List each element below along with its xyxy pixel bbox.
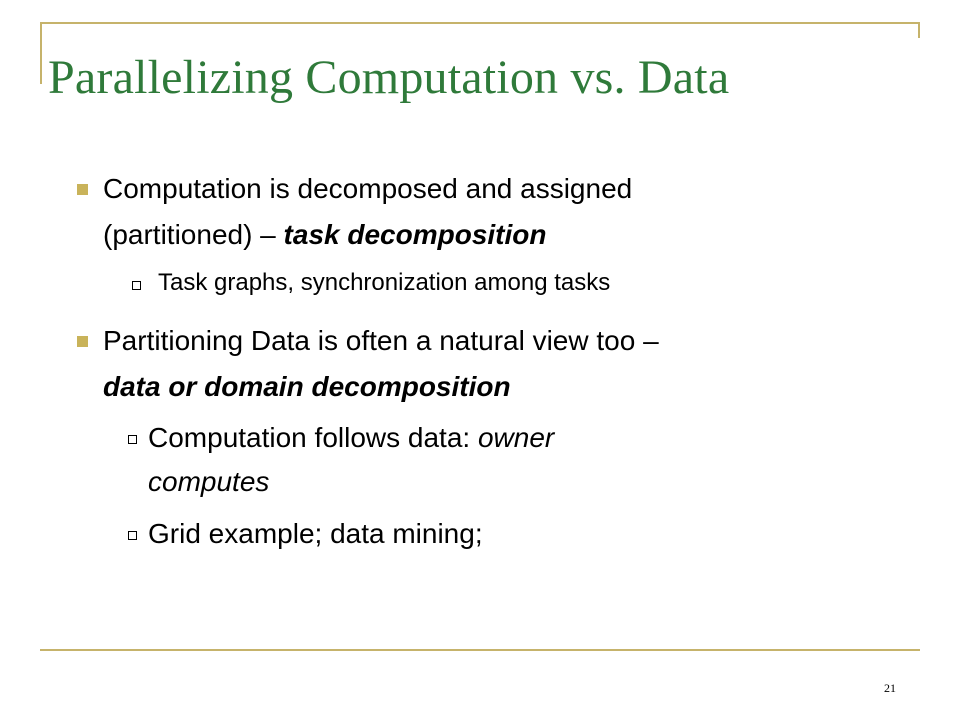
sub-bullet-text: Grid example; data mining; (148, 518, 483, 549)
hollow-square-bullet-icon (128, 435, 137, 444)
owner-term: owner (477, 422, 555, 453)
bullet-text-line-1: Computation is decomposed and assigned (103, 173, 633, 204)
sub-bullet-prefix: Computation follows data: (148, 422, 478, 453)
slide-frame-vertical (40, 22, 42, 84)
bullet-text-line-2: (partitioned) – (103, 219, 284, 250)
hollow-square-bullet-icon (132, 281, 141, 290)
bullet-data-decomposition (72, 318, 902, 410)
page-number: 21 (884, 681, 896, 695)
bullet-text-line-1: Partitioning Data is often a natural view too – (103, 325, 659, 356)
sub-bullet-computation-follows-data (72, 416, 902, 504)
square-bullet-icon (77, 336, 88, 347)
sub-bullet-text: Task graphs, synchronization among tasks (158, 269, 611, 296)
data-decomposition-term: data or domain decomposition (103, 371, 511, 402)
sub-bullet-grid-example (72, 512, 902, 556)
slide-footer-rule (40, 649, 920, 651)
slide-title: Parallelizing Computation vs. Data (48, 51, 730, 104)
slide-frame-right-tick (918, 22, 920, 38)
slide-content (72, 166, 902, 564)
task-decomposition-term: task decomposition (283, 219, 547, 250)
hollow-square-bullet-icon (128, 531, 137, 540)
computes-term: computes (148, 466, 270, 497)
square-bullet-icon (77, 184, 88, 195)
sub-bullet-task-graphs (72, 264, 902, 302)
slide-frame-top-rule (40, 22, 920, 24)
bullet-task-decomposition (72, 166, 902, 258)
